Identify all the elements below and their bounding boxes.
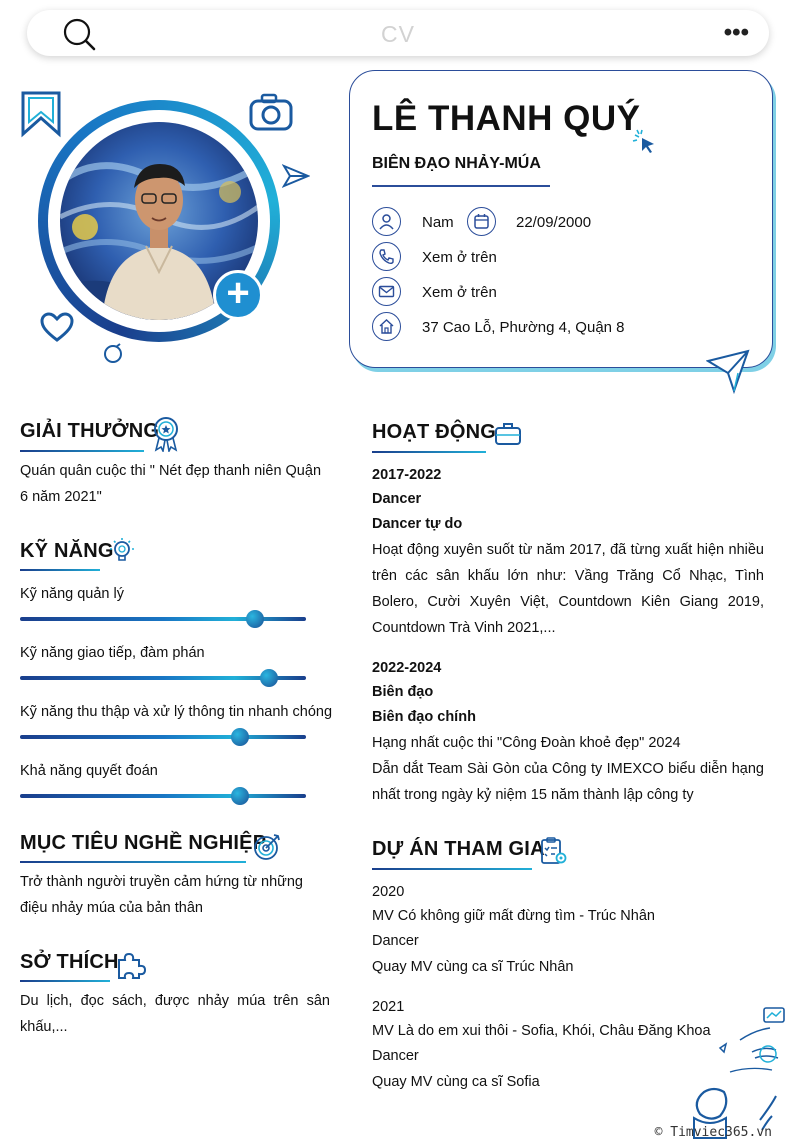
project-role: Dancer xyxy=(372,1048,419,1064)
profile-name: LÊ THANH QUÝ xyxy=(372,99,641,138)
phone-value: Xem ở trên xyxy=(422,249,497,266)
skill-bar xyxy=(20,735,306,739)
activities-title: HOẠT ĐỘNG xyxy=(372,421,497,443)
project-role: Dancer xyxy=(372,933,419,949)
divider xyxy=(372,185,550,187)
skill-level-knob[interactable] xyxy=(231,728,249,746)
skill-level-knob[interactable] xyxy=(246,610,264,628)
activity-description: Dẫn dắt Team Sài Gòn của Công ty IMEXCO biểu diễn hạng nhất trong ngày kỷ niệm 15 năm thành lập công ty xyxy=(372,761,764,803)
email-value: Xem ở trên xyxy=(422,284,497,301)
projects-title: DỰ ÁN THAM GIA xyxy=(372,838,545,860)
objective-text: Trở thành người truyền cảm hứng từ những điệu nhảy múa của bản thân xyxy=(20,874,303,916)
top-search-bar xyxy=(27,10,769,56)
hobbies-title: SỞ THÍCH xyxy=(20,951,119,973)
award-medal-icon xyxy=(151,416,181,452)
activity-org: Dancer xyxy=(372,491,422,507)
puzzle-icon xyxy=(116,950,146,980)
phone-icon xyxy=(372,242,401,271)
info-gender-birthday xyxy=(372,207,752,237)
briefcase-icon xyxy=(494,421,522,447)
skill-label: Kỹ năng giao tiếp, đàm phán xyxy=(20,645,205,661)
project-year: 2021 xyxy=(372,999,405,1015)
info-phone xyxy=(372,242,672,272)
hobbies-text: Du lịch, đọc sách, được nhảy múa trên sân khấu,... xyxy=(20,993,330,1035)
activity-description: Hoạt động xuyên suốt từ năm 2017, đã từng xuất hiện nhiều trên các sân khấu lớn như: Vầng Trăng Cổ Nhạc, Tình Bolero, Cười Xuyên Việt, Countdown Kiên Giang 2019, Countdown Trà Vinh 2021,... xyxy=(372,542,764,636)
activity-period: 2017-2022 xyxy=(372,467,442,483)
info-address xyxy=(372,312,752,342)
skill-level-knob[interactable] xyxy=(231,787,249,805)
info-email xyxy=(372,277,672,307)
divider xyxy=(20,450,144,452)
objective-title: MỤC TIÊU NGHỀ NGHIỆP xyxy=(20,832,267,854)
home-icon xyxy=(372,312,401,341)
clipboard-checklist-icon xyxy=(540,836,568,866)
page-title: CV xyxy=(381,21,415,47)
project-description: Quay MV cùng ca sĩ Trúc Nhân xyxy=(372,959,574,975)
address-value: 37 Cao Lỗ, Phường 4, Quận 8 xyxy=(422,319,625,336)
activity-position: Biên đạo chính xyxy=(372,709,476,725)
gender-value: Nam xyxy=(422,214,454,231)
divider xyxy=(372,868,532,870)
footer-credit: © Timviec365.vn xyxy=(654,1125,772,1140)
activity-org: Biên đạo xyxy=(372,684,434,700)
camera-icon xyxy=(248,92,294,132)
skills-title: KỸ NĂNG xyxy=(20,540,114,562)
people-illustration-icon xyxy=(680,1000,790,1140)
skill-level-knob[interactable] xyxy=(260,669,278,687)
divider xyxy=(372,451,486,453)
birthday-value: 22/09/2000 xyxy=(516,214,592,231)
lightbulb-icon xyxy=(109,537,135,565)
project-name: MV Là do em xui thôi - Sofia, Khói, Châu Đăng Khoa xyxy=(372,1023,711,1039)
skill-label: Khả năng quyết đoán xyxy=(20,763,158,779)
add-photo-button[interactable]: + xyxy=(213,270,263,320)
skill-label: Kỹ năng thu thập và xử lý thông tin nhanh chóng xyxy=(20,704,333,720)
profile-card xyxy=(349,70,773,368)
cursor-click-icon xyxy=(632,129,656,153)
paper-plane-small-icon xyxy=(282,162,310,190)
paper-plane-icon xyxy=(706,349,752,395)
awards-text: Quán quân cuộc thi " Nét đẹp thanh niên Quận 6 năm 2021" xyxy=(20,463,322,505)
activity-period: 2022-2024 xyxy=(372,660,442,676)
calendar-icon xyxy=(467,207,496,236)
mail-icon xyxy=(372,277,401,306)
target-icon xyxy=(253,833,281,861)
skill-bar xyxy=(20,794,306,798)
skill-label: Kỹ năng quản lý xyxy=(20,586,124,602)
activity-description: Hạng nhất cuộc thi "Công Đoàn khoẻ đẹp" 2024 xyxy=(372,735,681,751)
divider xyxy=(20,569,100,571)
divider xyxy=(20,861,246,863)
project-description: Quay MV cùng ca sĩ Sofia xyxy=(372,1074,540,1090)
project-year: 2020 xyxy=(372,884,405,900)
awards-title: GIẢI THƯỞNG xyxy=(20,420,160,442)
activity-position: Dancer tự do xyxy=(372,516,463,532)
divider xyxy=(20,980,110,982)
more-options-button[interactable]: ••• xyxy=(723,19,749,46)
user-icon xyxy=(372,207,401,236)
project-name: MV Có không giữ mất đừng tìm - Trúc Nhân xyxy=(372,908,655,924)
profile-role: BIÊN ĐẠO NHẢY-MÚA xyxy=(372,155,541,172)
small-circle-icon xyxy=(102,342,124,364)
heart-icon xyxy=(40,312,74,344)
bookmark-icon xyxy=(20,90,64,138)
